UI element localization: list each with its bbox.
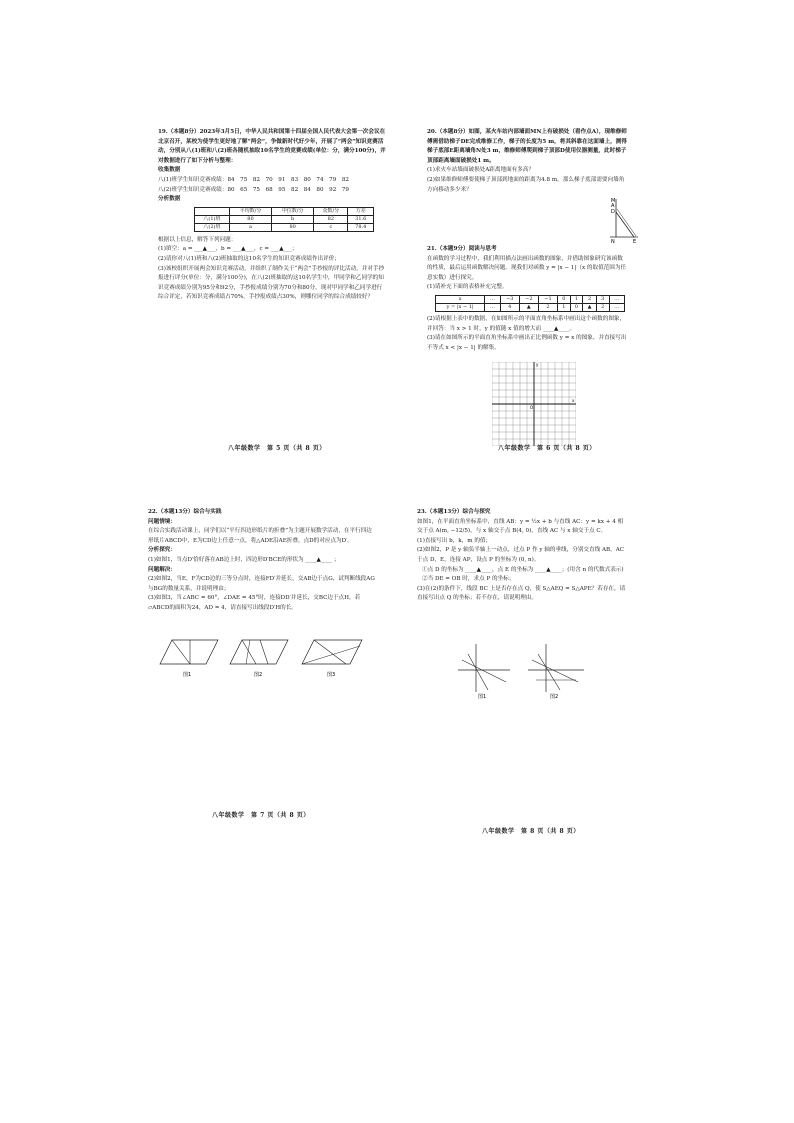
figure-2 xyxy=(528,644,584,700)
y-axis-label: y xyxy=(536,362,539,367)
table-cell: … xyxy=(609,295,624,303)
ladder-line xyxy=(616,212,634,237)
table-cell: −1 xyxy=(538,295,557,303)
figure-caption: 图1 xyxy=(183,672,192,678)
table-cell: 0 xyxy=(557,295,570,303)
analysis-title: 分析探究： xyxy=(148,547,176,554)
table-cell: c xyxy=(314,223,348,231)
q19-sub2: (2)请你对八(1)班和八(2)班抽取的这10名学生的知识竞赛成绩作出评价； xyxy=(158,255,340,262)
figure-caption: 图2 xyxy=(550,694,559,700)
x-axis-label: x xyxy=(572,398,575,403)
table-cell: 方差 xyxy=(348,207,374,215)
class1-scores: 八(1)班学生知识竞赛成绩：84 75 82 70 91 83 80 74 79 82 xyxy=(158,176,349,183)
q21-body: 在函数的学习过程中，我们利用描点法画出函数的图象，并借助图象研究该函数的性质，最后运用函数解决问题。现我们对函数 y = |x − 1|（x 的取值范围为任意实数）进行探究。 xyxy=(427,255,627,281)
table-row xyxy=(195,215,374,223)
table-row xyxy=(436,303,625,311)
table-cell: ▲ xyxy=(519,303,538,311)
label-a: A xyxy=(611,203,615,209)
q20-heading: 20.（本题8分）如图，某火车站内部墙面MN上有破损处（看作点A），现维修师傅需借助梯子DE完成维修工作，梯子的长度为5 m，将其斜靠在这面墙上，测得梯子底部E距离墙角N处3 m，维修师傅爬到梯子顶部D使用仪器测量，此时梯子顶部距离墙面破损处1 m。 xyxy=(427,129,627,164)
table-cell: b xyxy=(272,215,314,223)
q23-body: 如图1，在平面直角坐标系中，直线 AB：y = ½x + b 与直线 AC：y = kx + 4 相交于点 A(m, −12/5)，与 x 轴交于点 B(4, 0)，直线 AC 与 x 轴交于点 C。 xyxy=(417,518,624,535)
function-table xyxy=(435,295,625,312)
figure-caption: 图2 xyxy=(254,672,263,678)
figure-caption: 图1 xyxy=(478,694,487,700)
line-figures xyxy=(452,640,592,700)
table-cell: 平均数/分 xyxy=(229,207,271,215)
origin-label: O xyxy=(530,405,534,410)
q23-sub3: (3)在(2)的条件下，线段 BC 上是否存在点 Q，使 S△AEQ = S△APE？若存在，请直接写出点 Q 的坐标；若不存在，请说明理由。 xyxy=(417,585,626,602)
class2-scores: 八(2)班学生知识竞赛成绩：80 65 75 68 95 82 84 80 92 79 xyxy=(158,186,349,193)
q23-sub2-i: ①点 D 的坐标为 ____▲____，点 E 的坐标为 ____▲____；(用含 n 的代数式表示) xyxy=(422,566,624,573)
situation-body: 在综合实践活动课上，同学们以“平行四边形纸片的折叠”为主题开展数学活动，在平行四边形纸片ABCD中，E为CD边上任意一点，将△ADE沿AE折叠，点D的对应点为D′。 xyxy=(148,528,372,544)
ladder-figure xyxy=(606,195,640,245)
label-d: D xyxy=(611,209,615,215)
table-cell: 1 xyxy=(570,295,583,303)
q20-sub2: (2)如果维修师傅要使梯子顶部到地面的距离为4.8 m，那么梯子底部需要向墙角方向移动多少米？ xyxy=(427,176,625,193)
table-cell: 0 xyxy=(570,303,583,311)
page-7-footer: 八年级数学 第 7 页（共 8 页） xyxy=(212,812,310,819)
table-cell: a xyxy=(229,223,271,231)
table-cell: 中位数/分 xyxy=(272,207,314,215)
label-n: N xyxy=(611,239,615,245)
table-cell: 82 xyxy=(314,215,348,223)
page-7 xyxy=(148,508,376,614)
q21-sub2: (2)请根据上表中的数据，在如图所示的平面直角坐标系中画出这个函数的图象，并回答：当 x > 1 时，y 的值随 x 值的增大而 ____▲____。 xyxy=(427,315,626,332)
label-e: E xyxy=(633,239,637,245)
page-8-footer: 八年级数学 第 8 页（共 8 页） xyxy=(482,828,580,835)
stats-table xyxy=(194,207,374,232)
table-cell: 八(2)班 xyxy=(195,223,230,231)
q23-sub2: (2)如图2，P 是 y 轴负半轴上一动点，过点 P 作 y 轴的垂线，分别交直线 AB，AC 于点 D，E，连接 AP，设点 P 的坐标为 (0, n)。 xyxy=(417,547,625,563)
page-6-q21 xyxy=(427,245,627,353)
table-cell: −2 xyxy=(519,295,538,303)
table-row xyxy=(436,295,625,303)
table-cell: 80 xyxy=(229,215,271,223)
q19-heading: 19.（本题8分）2023年3月5日，中华人民共和国第十四届全国人民代表大会第一次会议在北京召开，某校为使学生更好地了解“两会”，争做新时代好少年，开展了“两会”知识竞赛活动，分别从八(1)班和八(2)班各随机抽取10名学生的竞赛成绩(单位：分，满分100分)，并对数据进行了如下分析与整理： xyxy=(158,129,386,164)
q20-sub1: (1)求火车站墙面破损处A距离地面有多高？ xyxy=(427,167,535,174)
table-cell: −3 xyxy=(500,295,519,303)
q21-sub1: (1)请补充下面的表格补充完整。 xyxy=(427,284,508,291)
table-cell: 3 xyxy=(596,295,609,303)
table-cell: … xyxy=(485,303,500,311)
page-6 xyxy=(427,128,627,195)
figure-caption: 图3 xyxy=(327,672,336,678)
table-cell: 78.4 xyxy=(348,223,374,231)
situation-title: 问题情境： xyxy=(148,518,176,525)
table-cell: 1 xyxy=(557,303,570,311)
collect-data-title: 收集数据 xyxy=(158,167,181,174)
q23-sub1: (1)直接写出 b，k，m 的值； xyxy=(417,537,492,544)
table-cell: 80 xyxy=(272,223,314,231)
table-cell: … xyxy=(609,303,624,311)
label-m: M xyxy=(611,198,616,204)
page-5-footer: 八年级数学 第 5 页（共 8 页） xyxy=(228,445,326,452)
table-cell: x xyxy=(436,295,485,303)
table-cell: 众数/分 xyxy=(314,207,348,215)
figure-1 xyxy=(160,640,218,678)
ladder-line xyxy=(617,209,636,236)
table-cell: 31.6 xyxy=(348,215,374,223)
analyze-data-title: 分析数据 xyxy=(158,196,181,203)
table-cell: … xyxy=(485,295,500,303)
table-cell: 八(1)班 xyxy=(195,215,230,223)
page-6-footer: 八年级数学 第 6 页（共 8 页） xyxy=(498,445,596,452)
table-cell: 4 xyxy=(500,303,519,311)
page-5 xyxy=(158,128,386,303)
table-row xyxy=(195,223,374,231)
q22-sub2: (2)如图2，当E，F为CD边的三等分点时，连接FD′并延长，交AB边于点G，试判断线段AG与BG的数量关系，并说明理由； xyxy=(148,576,375,592)
stats-table-header xyxy=(195,207,374,215)
q22-heading: 22.（本题13分）综合与实践 xyxy=(148,509,222,515)
q22-sub3: (3)如图3，当∠ABC = 60°，∠DAE = 45°时，连接DD′并延长，交BC边于点H，若▱ABCD的面积为24，AD = 4，请直接写出线段D′H的长。 xyxy=(148,595,361,611)
table-cell: ▲ xyxy=(583,303,597,311)
q21-sub3: (3)请在如图所示的平面直角坐标系中画出正比例函数 y = x 的图象，并直接写出不等式 x < |x − 1| 的解集。 xyxy=(427,335,627,351)
table-cell: 2 xyxy=(596,303,609,311)
coordinate-grid xyxy=(492,362,576,446)
q23-sub2-ii: ②当 DE = OB 时，求点 P 的坐标； xyxy=(422,576,515,583)
q19-sub3: (3)该校组织开展两会知识竞赛活动，并组织了制作关于“两会”手抄报的评比活动，并对手抄报进行评分(单位：分，满分100分)，在八(2)班抽取的这10名学生中，甲同学和乙同学的知识竞赛成绩分别为95分和92分，手抄报成绩分别为70分和80分，现对甲同学和乙同学进行综合评定，若知识竞赛成绩占70%，手抄报成绩占30%，则哪位同学的综合成绩较好？ xyxy=(158,265,385,301)
answer-prompt: 根据以上信息，解答下列问题： xyxy=(158,236,237,243)
table-cell: 2 xyxy=(538,303,557,311)
table-cell xyxy=(195,207,230,215)
q19-sub1: (1)填空：a = ___▲___，b = ___▲___，c = ___▲___； xyxy=(158,246,298,253)
q21-heading: 21.（本题9分）阅读与思考 xyxy=(427,246,497,252)
figure-3 xyxy=(302,640,362,678)
solve-title: 问题解决： xyxy=(148,566,176,573)
q23-heading: 23.（本题13分）综合与探究 xyxy=(417,509,491,515)
figure-2 xyxy=(230,640,288,678)
table-cell: y = |x − 1| xyxy=(436,303,485,311)
table-cell: 2 xyxy=(583,295,597,303)
parallelogram-figures xyxy=(156,634,376,682)
page-8 xyxy=(417,508,627,604)
q22-sub1: (1)如图1，当点D′恰好落在AB边上时，四边形D′BCE的形状为 ____▲____ ； xyxy=(148,556,340,563)
figure-1 xyxy=(458,644,510,700)
